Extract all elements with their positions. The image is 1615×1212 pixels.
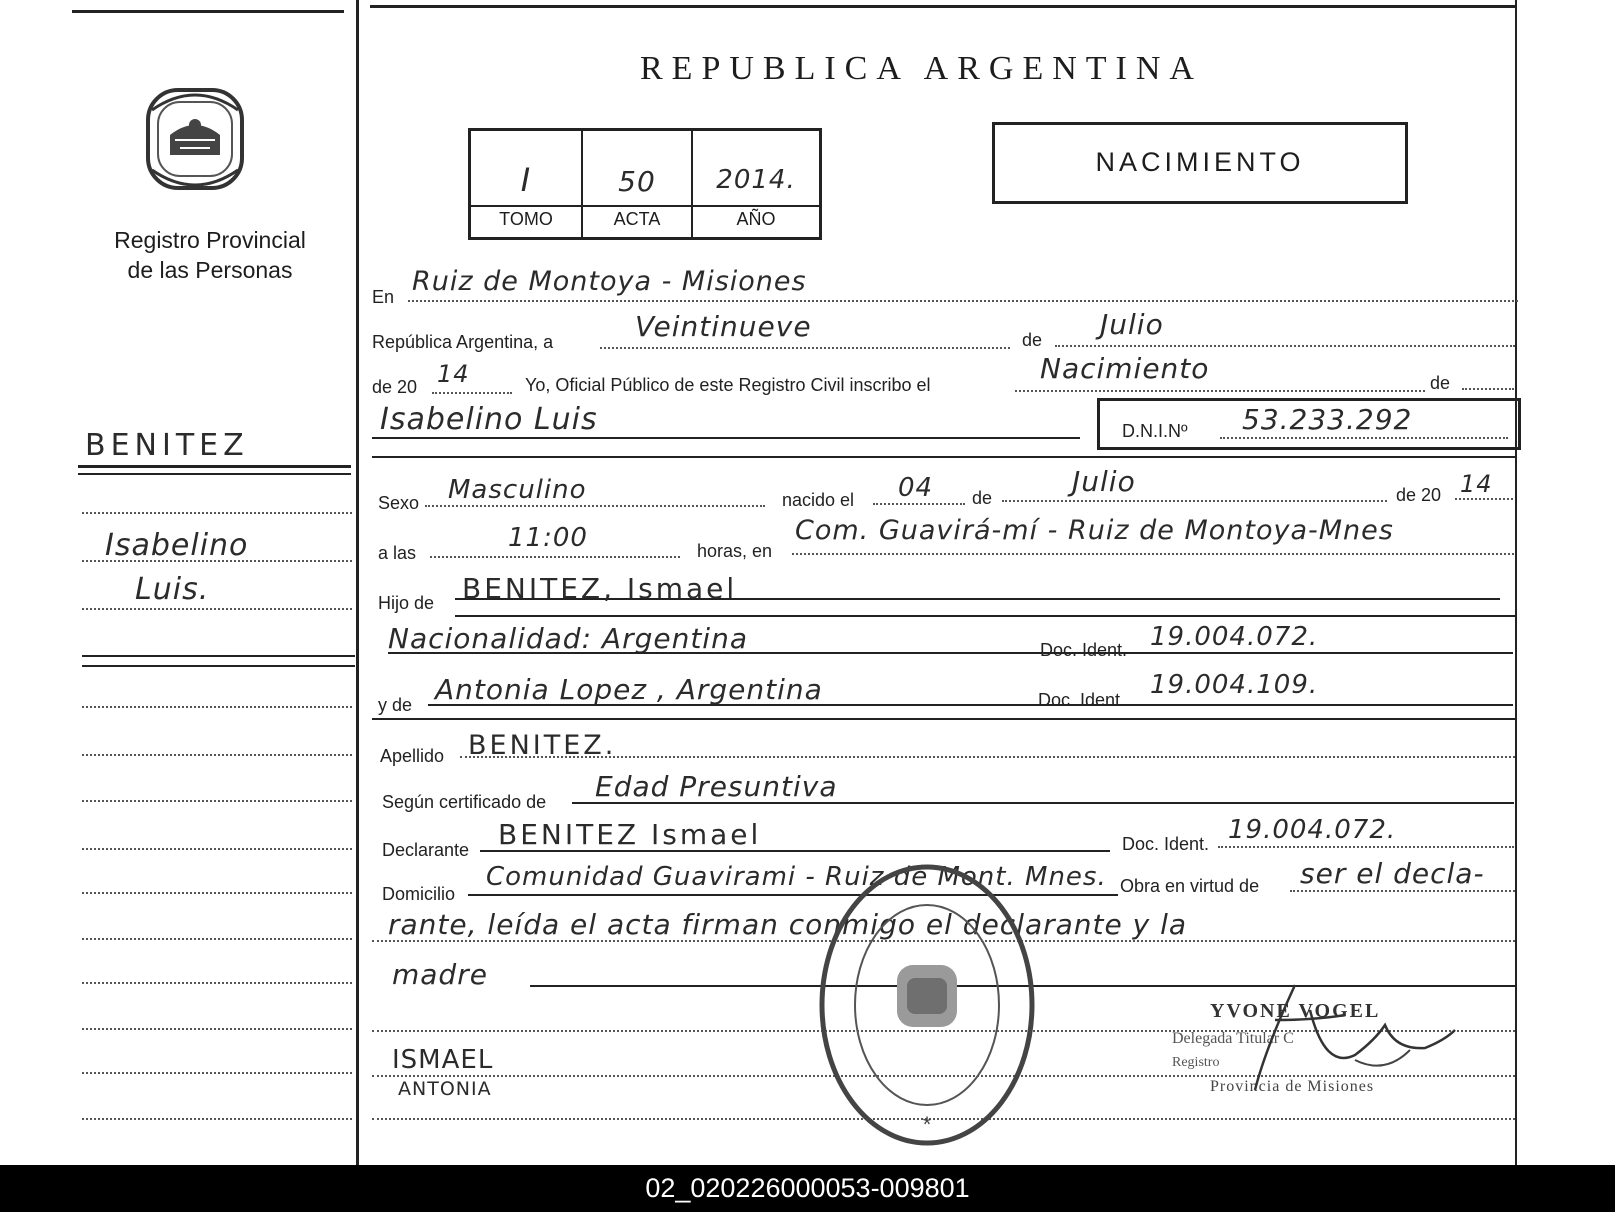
dni-value: 53.233.292 xyxy=(1242,403,1413,436)
declarante-doc: 19.004.072. xyxy=(1228,815,1397,845)
declarante-value: BENITEZ Ismael xyxy=(498,818,762,851)
alas-label: a las xyxy=(378,543,417,563)
obra-value: ser el decla- xyxy=(1300,857,1485,890)
apellido-label: Apellido xyxy=(380,746,445,766)
certificado-value: Edad Presuntiva xyxy=(595,770,838,803)
de20-label: de 20 xyxy=(372,377,418,397)
officer-registry: Registro xyxy=(1172,1055,1220,1070)
de-label-2: de xyxy=(1430,373,1451,393)
officer-signature-icon xyxy=(1235,960,1475,1120)
en-label: En xyxy=(372,287,395,307)
child-name: Isabelino Luis xyxy=(380,402,598,437)
apellido-value: BENITEZ. xyxy=(468,730,617,761)
margin-surname: BENITEZ xyxy=(85,428,249,463)
officer-province: Provincia de Misiones xyxy=(1210,1078,1375,1095)
domicilio-value: Comunidad Guavirami - Ruiz de Mont. Mnes. xyxy=(486,862,1107,892)
event-value: Nacimiento xyxy=(1040,352,1210,385)
declarante-doc-label: Doc. Ident. xyxy=(1122,834,1210,854)
segun-label: Según certificado de xyxy=(382,792,547,812)
dni-label: D.N.I.Nº xyxy=(1122,421,1188,441)
registry-stamp-icon xyxy=(815,860,1040,1150)
year-suffix: 14 xyxy=(437,360,470,388)
birth-month: Julio xyxy=(1072,465,1136,498)
registry-name-line1: Registro Provincial xyxy=(114,227,306,253)
record-number-table xyxy=(468,128,822,240)
horas-label: horas, en xyxy=(697,541,773,561)
father-doc: 19.004.072. xyxy=(1150,622,1319,652)
place-value: Ruiz de Montoya - Misiones xyxy=(412,266,807,297)
record-type-box xyxy=(992,122,1408,204)
margin-sign-1: ISMAEL xyxy=(392,1045,494,1075)
continuation-line-1: rante, leída el acta firman conmigo el declarante y la xyxy=(388,908,1188,941)
mother-name: Antonia Lopez , Argentina xyxy=(435,673,823,706)
officer-title: Delegada Titular C xyxy=(1172,1030,1294,1047)
registry-name xyxy=(100,225,320,285)
obra-label: Obra en virtud de xyxy=(1120,876,1260,896)
svg-text:*: * xyxy=(922,1112,932,1137)
birth-time: 11:00 xyxy=(508,523,588,553)
anio-label: AÑO xyxy=(736,209,776,229)
registry-name-line2: de las Personas xyxy=(127,257,293,283)
birth-year: 14 xyxy=(1460,470,1493,498)
acta-value: 50 xyxy=(618,165,656,198)
month-words: Julio xyxy=(1100,308,1164,341)
sexo-value: Masculino xyxy=(448,475,587,505)
birth-de20-label: de 20 xyxy=(1396,485,1442,505)
right-border xyxy=(1515,0,1517,1165)
birth-de-label: de xyxy=(972,488,993,508)
birth-day: 04 xyxy=(898,473,934,503)
republica-label: República Argentina, a xyxy=(372,332,554,352)
margin-given-1: Isabelino xyxy=(105,528,249,563)
mother-doc-label: Doc. Ident. xyxy=(1038,690,1126,710)
mother-doc: 19.004.109. xyxy=(1150,670,1319,700)
column-divider xyxy=(356,0,359,1165)
record-type: NACIMIENTO xyxy=(1095,147,1305,177)
birth-place: Com. Guavirá-mí - Ruiz de Montoya-Mnes xyxy=(795,515,1394,546)
margin-given-2: Luis. xyxy=(135,572,210,607)
right-top-rule xyxy=(370,5,1515,8)
oficial-text: Yo, Oficial Público de este Registro Civil inscribo el xyxy=(525,375,931,395)
sexo-label: Sexo xyxy=(378,493,420,513)
father-nationality: Nacionalidad: Argentina xyxy=(388,622,748,655)
document-title: REPUBLICA ARGENTINA xyxy=(640,50,1203,87)
dni-box xyxy=(1097,398,1521,450)
hijo-label: Hijo de xyxy=(378,593,435,613)
tomo-label: TOMO xyxy=(499,209,553,229)
father-name: BENITEZ, Ismael xyxy=(462,572,738,605)
declarante-label: Declarante xyxy=(382,840,470,860)
acta-label: ACTA xyxy=(613,209,661,229)
de-label: de xyxy=(1022,330,1043,350)
tomo-value: I xyxy=(520,161,532,199)
father-doc-label: Doc. Ident. xyxy=(1040,640,1128,660)
misiones-seal-icon xyxy=(140,80,250,198)
day-words: Veintinueve xyxy=(635,310,812,343)
margin-sign-2: ANTONIA xyxy=(398,1078,492,1100)
footer-bar xyxy=(0,1165,1615,1212)
anio-value: 2014. xyxy=(716,165,796,195)
continuation-line-2: madre xyxy=(392,958,488,991)
nacido-label: nacido el xyxy=(782,490,855,510)
yde-label: y de xyxy=(378,695,413,715)
officer-name: YVONE VOGEL xyxy=(1210,1000,1381,1022)
document-code: 02_020226000053-009801 xyxy=(645,1173,970,1203)
left-top-rule xyxy=(72,10,344,13)
domicilio-label: Domicilio xyxy=(382,884,456,904)
